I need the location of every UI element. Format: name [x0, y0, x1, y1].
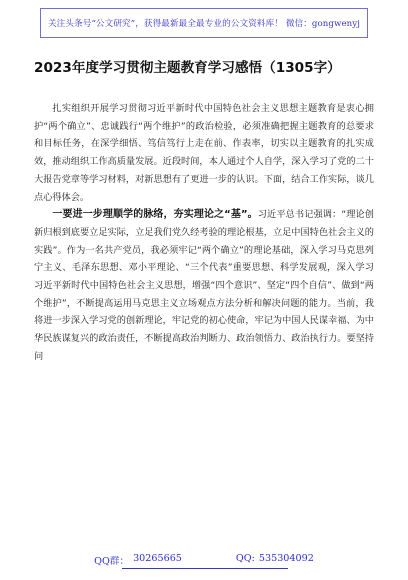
header-banner [40, 8, 368, 38]
qq-contact [236, 553, 314, 567]
footer-contact [0, 553, 408, 567]
document-body [34, 100, 374, 366]
qq-contact-number: 535304092 [258, 553, 314, 564]
footer-underline [122, 568, 288, 569]
qq-group-label: QQ群： [94, 556, 130, 567]
intro-paragraph: 扎实组织开展学习贯彻习近平新时代中国特色社会主义思想主题教育是衷心拥护“两个确立”、忠诚践行“两个维护”的政治检验，必须准确把握主题教育的总要求和目标任务，在深学细悟、笃信笃行上走在前、作表率，切实以主题教育的扎实成效，推动组织工作高质量发展。近段时间，本人通过个人自学，深入学习了党的二十大报告党章等学习材料，对新思想有了更进一步的认识。下面，结合工作实际，谈几点心得体会。 [34, 103, 374, 203]
section-paragraph [34, 206, 374, 365]
banner-text: 关注头条号“公文研究”，获得最新最全最专业的公文资料库！ 微信：gongwenyj [47, 19, 361, 29]
section-body: 习近平总书记强调：“理论创新归根到底要立足实际，立足我们党久经考验的理论根基，立足中国特色社会主义的实践”。作为一名共产党员，我必须牢记“两个确立”的理论基础，深入学习马克思列宁主义、毛泽东思想、邓小平理论、“三个代表”重要思想、科学发展观，深入学习习近平新时代中国特色社会主义思想，增强“四个意识”、坚定“四个自信”、做到“两个维护”，不断提高运用马克思主义立场观点方法分析和解决问题的能力。当前，我将进一步深入学习党的创新理论，牢记党的初心使命，牢记为中国人民谋幸福、为中华民族谋复兴的政治责任，不断提高政治判断力、政治领悟力、政治执行力。要坚持问 [34, 209, 374, 362]
qq-group-number: 30265665 [133, 553, 182, 564]
page-title: 2023年度学习贯彻主题教育学习感悟（1305字） [34, 60, 341, 76]
qq-group [94, 553, 182, 567]
section-heading: 一要进一步理顺学的脉络，夯实理论之“基”。 [52, 209, 258, 221]
qq-contact-label: QQ: [235, 553, 255, 564]
